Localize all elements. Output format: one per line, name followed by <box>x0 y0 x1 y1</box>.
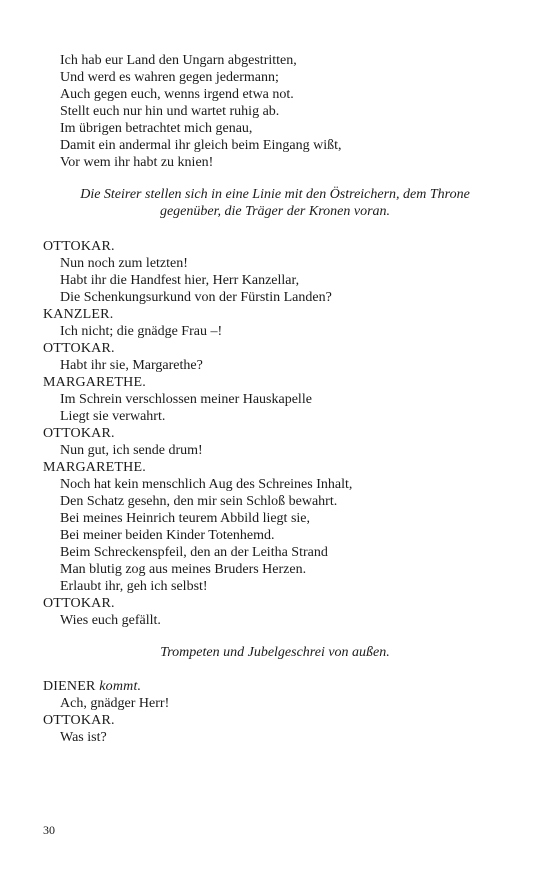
stage-direction: Die Steirer stellen sich in eine Linie mit den Östreichern, dem Throne <box>80 187 470 202</box>
dialogue-line: Beim Schreckenspfeil, den an der Leitha Strand <box>60 545 328 560</box>
stage-direction: gegenüber, die Träger der Kronen voran. <box>159 204 391 219</box>
dialogue-line: Wies euch gefällt. <box>60 613 161 628</box>
verse-line: Ich hab eur Land den Ungarn abgestritten, <box>60 53 297 68</box>
dialogue-line: Habt ihr die Handfest hier, Herr Kanzellar, <box>60 273 300 288</box>
speaker-note: kommt. <box>99 679 142 694</box>
speaker-name: KANZLER. <box>43 307 114 322</box>
speaker-name: OTTOKAR. <box>43 426 115 441</box>
verse-line: Im übrigen betrachtet mich genau, <box>60 121 253 136</box>
dialogue-line: Bei meines Heinrich teurem Abbild liegt sie, <box>60 511 310 526</box>
speaker-name: DIENER <box>43 679 96 694</box>
speaker-name: OTTOKAR. <box>43 596 115 611</box>
speaker-with-note <box>43 678 141 695</box>
dialogue-line: Liegt sie verwahrt. <box>60 409 166 424</box>
dialogue-line: Habt ihr sie, Margarethe? <box>60 358 203 373</box>
speaker-name: MARGARETHE. <box>43 460 146 475</box>
dialogue-line: Nun noch zum letzten! <box>60 256 188 271</box>
dialogue-line: Ich nicht; die gnädge Frau –! <box>60 324 223 339</box>
speaker-name: OTTOKAR. <box>43 239 115 254</box>
dialogue-line: Im Schrein verschlossen meiner Hauskapelle <box>60 392 312 407</box>
verse-line: Vor wem ihr habt zu knien! <box>60 155 214 170</box>
dialogue-line: Erlaubt ihr, geh ich selbst! <box>60 579 208 594</box>
verse-line: Damit ein andermal ihr gleich beim Eingang wißt, <box>60 138 342 153</box>
verse-line: Auch gegen euch, wenns irgend etwa not. <box>60 87 294 102</box>
dialogue-line: Den Schatz gesehn, den mir sein Schloß bewahrt. <box>60 494 338 509</box>
dialogue-line: Ach, gnädger Herr! <box>60 696 170 711</box>
dialogue-line: Nun gut, ich sende drum! <box>60 443 203 458</box>
stage-direction: Trompeten und Jubelgeschrei von außen. <box>160 645 390 660</box>
speaker-name: OTTOKAR. <box>43 341 115 356</box>
verse-line: Und werd es wahren gegen jedermann; <box>60 70 279 85</box>
dialogue-line: Was ist? <box>60 730 107 745</box>
dialogue-line: Die Schenkungsurkund von der Fürstin Landen? <box>60 290 332 305</box>
dialogue-line: Bei meiner beiden Kinder Totenhemd. <box>60 528 275 543</box>
speaker-name: MARGARETHE. <box>43 375 146 390</box>
page-number: 30 <box>43 823 55 837</box>
dialogue-line: Man blutig zog aus meines Bruders Herzen. <box>60 562 307 577</box>
dialogue-line: Noch hat kein menschlich Aug des Schreines Inhalt, <box>60 477 353 492</box>
verse-line: Stellt euch nur hin und wartet ruhig ab. <box>60 104 280 119</box>
speaker-name: OTTOKAR. <box>43 713 115 728</box>
